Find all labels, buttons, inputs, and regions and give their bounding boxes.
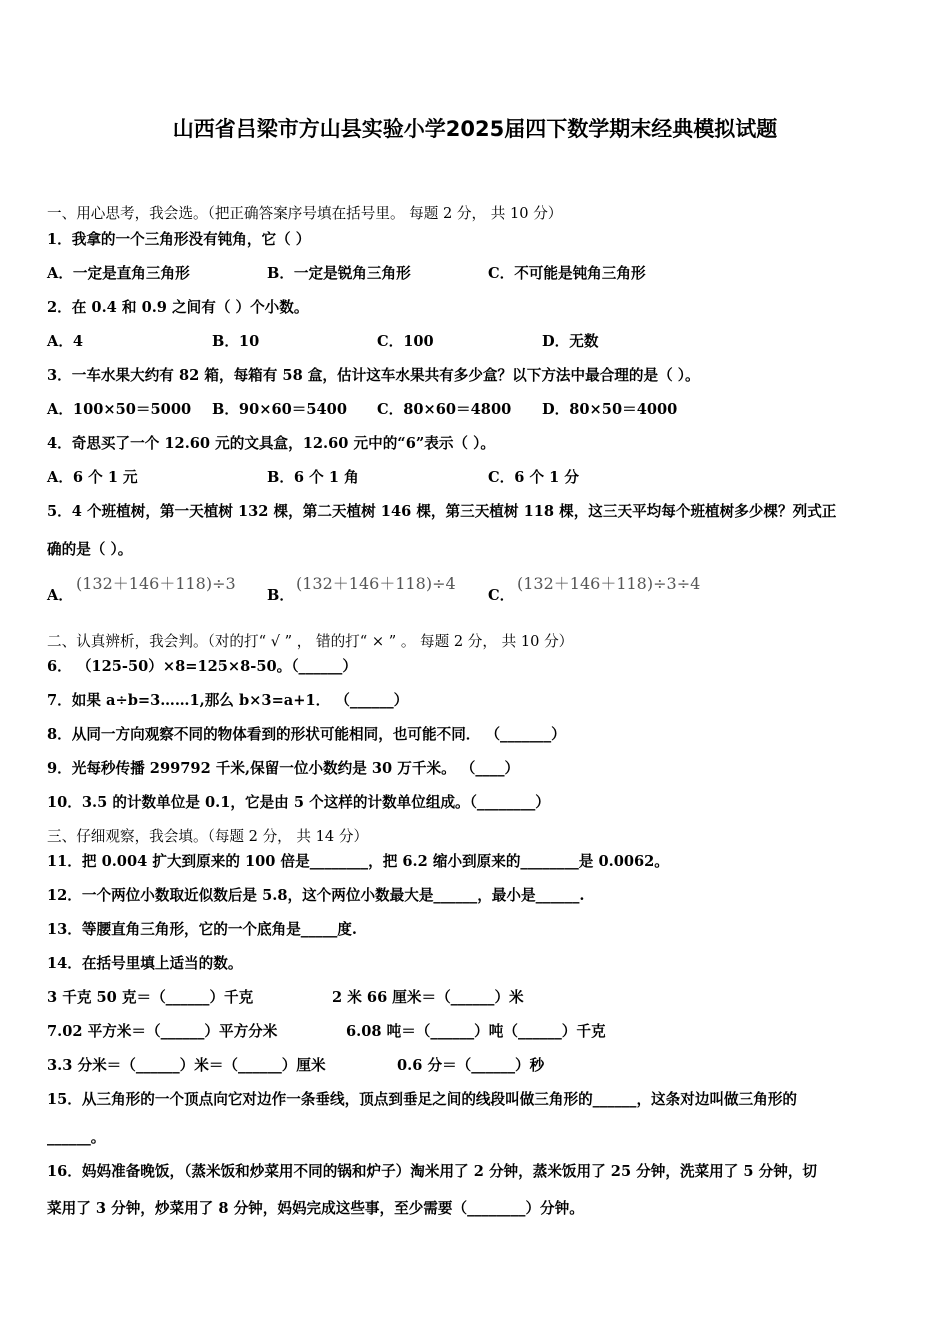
q5-option-a-formula: (132＋146＋118)÷3 [76,574,236,593]
question-3-stem: 3．一车水果大约有 82 箱，每箱有 58 盒，估计这车水果共有多少盒？以下方法中最合理的是（ ）。 [47,367,700,384]
q14-row2-item2: 6.08 吨＝（______）吨（______）千克 [346,1023,606,1040]
question-1-stem: 1．我拿的一个三角形没有钝角，它（ ） [47,231,311,248]
q5-option-a-label: A． [47,587,73,604]
q5-option-c-formula: (132＋146＋118)÷3÷4 [517,574,701,593]
q1-option-c: C．不可能是钝角三角形 [488,265,646,282]
q14-row3-item2: 0.6 分＝（______）秒 [397,1057,545,1074]
q3-option-b: B．90×60＝5400 [212,401,347,418]
q3-option-d: D．80×50＝4000 [542,401,678,418]
q5-option-b-label: B． [267,587,294,604]
q3-option-c: C．80×60＝4800 [377,401,512,418]
question-4-stem: 4．奇思买了一个 12.60 元的文具盒，12.60 元中的“6”表示（ ）。 [47,435,495,452]
q14-row3-item1: 3.3 分米＝（______）米＝（______）厘米 [47,1057,326,1074]
q5-option-b-formula: (132＋146＋118)÷4 [296,574,456,593]
q4-option-c: C．6 个 1 分 [488,469,579,486]
q14-row1-item2: 2 米 66 厘米＝（______）米 [332,989,524,1006]
q1-option-a: A．一定是直角三角形 [47,265,190,282]
question-7: 7．如果 a÷b=3……1,那么 b×3=a+1． （______） [47,692,409,709]
question-10: 10．3.5 的计数单位是 0.1，它是由 5 个这样的计数单位组成。（________） [47,794,550,811]
question-14-stem: 14．在括号里填上适当的数。 [47,955,243,972]
q2-option-c: C．100 [377,333,434,350]
question-9: 9．光每秒传播 299792 千米,保留一位小数约是 30 万千米。 （____） [47,760,520,777]
question-5-stem-line2: 确的是（ ）。 [47,541,133,558]
question-2-stem: 2．在 0.4 和 0.9 之间有（ ）个小数。 [47,299,309,316]
question-11: 11．把 0.004 扩大到原来的 100 倍是________，把 6.2 缩小到原来的________是 0.0062。 [47,853,669,870]
question-15-line1: 15．从三角形的一个顶点向它对边作一条垂线，顶点到垂足之间的线段叫做三角形的______，这条对边叫做三角形的 [47,1091,798,1108]
q14-row1-item1: 3 千克 50 克＝（______）千克 [47,989,254,1006]
q14-row2-item1: 7.02 平方米＝（______）平方分米 [47,1023,278,1040]
q3-option-a: A．100×50＝5000 [47,401,192,418]
q2-option-a: A．4 [47,333,84,350]
q5-option-c-label: C． [488,587,515,604]
section-1-heading: 一、用心思考，我会选。（把正确答案序号填在括号里。 每题 2 分， 共 10 分） [47,205,563,222]
exam-title: 山西省吕梁市方山县实验小学2025届四下数学期末经典模拟试题 [172,117,778,141]
q1-option-b: B．一定是锐角三角形 [267,265,411,282]
question-6: 6． （125-50）×8=125×8-50。（______） [47,658,357,675]
section-2-heading: 二、认真辨析，我会判。（对的打“ √ ” ， 错的打“ × ” 。 每题 2 分， 共 10 分） [47,633,574,650]
q4-option-b: B．6 个 1 角 [267,469,359,486]
question-16-line2: 菜用了 3 分钟，炒菜用了 8 分钟，妈妈完成这些事，至少需要（________）分钟。 [47,1200,584,1217]
q2-option-b: B．10 [212,333,260,350]
question-16-line1: 16．妈妈准备晚饭，（蒸米饭和炒菜用不同的锅和炉子）淘米用了 2 分钟，蒸米饭用了 25 分钟，洗菜用了 5 分钟，切 [47,1163,818,1180]
question-13: 13．等腰直角三角形，它的一个底角是_____度. [47,921,357,938]
question-12: 12．一个两位小数取近似数后是 5.8，这个两位小数最大是______，最小是______. [47,887,585,904]
q2-option-d: D．无数 [542,333,599,350]
question-8: 8．从同一方向观察不同的物体看到的形状可能相同，也可能不同． （_______） [47,726,566,743]
section-3-heading: 三、仔细观察，我会填。（每题 2 分， 共 14 分） [47,828,369,845]
question-5-stem-line1: 5．4 个班植树，第一天植树 132 棵，第二天植树 146 棵，第三天植树 118 棵，这三天平均每个班植树多少棵？列式正 [47,503,837,520]
q4-option-a: A．6 个 1 元 [47,469,138,486]
question-15-line2: ______。 [47,1129,106,1146]
